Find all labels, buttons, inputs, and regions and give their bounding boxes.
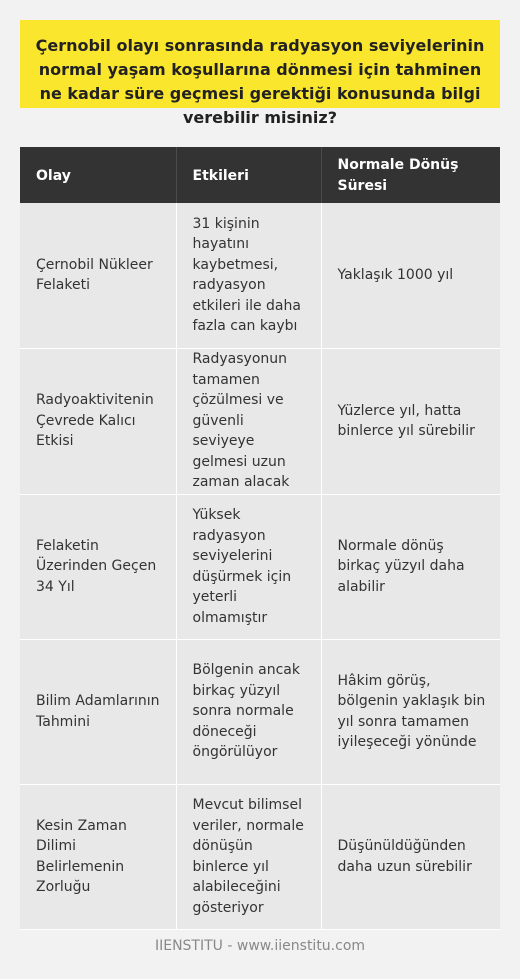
- cell-etkileri: Mevcut bilimsel veriler, normale dönüşün binlerce yıl alabileceğini gösteriyor: [176, 784, 321, 929]
- cell-sure: Yüzlerce yıl, hatta binlerce yıl sürebilir: [321, 348, 500, 494]
- table-row: [20, 203, 500, 348]
- cell-sure: Düşünüldüğünden daha uzun sürebilir: [321, 784, 500, 929]
- cell-sure: Yaklaşık 1000 yıl: [321, 203, 500, 348]
- table-row: [20, 348, 500, 494]
- table-row: [20, 639, 500, 784]
- cell-sure: Hâkim görüş, bölgenin yaklaşık bin yıl sonra tamamen iyileşeceği yönünde: [321, 639, 500, 784]
- cell-etkileri: Bölgenin ancak birkaç yüzyıl sonra normale döneceği öngörülüyor: [176, 639, 321, 784]
- table-header-row: [20, 147, 500, 203]
- info-table: [20, 147, 500, 930]
- table-row: [20, 494, 500, 639]
- header-olay: Olay: [20, 147, 176, 203]
- cell-etkileri: 31 kişinin hayatını kaybetmesi, radyasyon etkileri ile daha fazla can kaybı: [176, 203, 321, 348]
- cell-olay: Kesin Zaman Dilimi Belirlemenin Zorluğu: [20, 784, 176, 929]
- cell-olay: Çernobil Nükleer Felaketi: [20, 203, 176, 348]
- question-box: [20, 20, 500, 127]
- question-text: Çernobil olayı sonrasında radyasyon seviyelerinin normal yaşam koşullarına dönmesi için tahminen ne kadar süre geçmesi gerektiği konusunda bilgi verebilir misiniz?: [35, 36, 485, 127]
- footer-brand: IIENSTITU - www.iienstitu.com: [154, 938, 366, 954]
- cell-olay: Radyoaktivitenin Çevrede Kalıcı Etkisi: [20, 348, 176, 494]
- cell-sure: Normale dönüş birkaç yüzyıl daha alabilir: [321, 494, 500, 639]
- header-etkileri: Etkileri: [176, 147, 321, 203]
- cell-olay: Felaketin Üzerinden Geçen 34 Yıl: [20, 494, 176, 639]
- cell-etkileri: Yüksek radyasyon seviyelerini düşürmek için yeterli olmamıştır: [176, 494, 321, 639]
- table-row: [20, 784, 500, 929]
- cell-etkileri: Radyasyonun tamamen çözülmesi ve güvenli seviyeye gelmesi uzun zaman alacak: [176, 348, 321, 494]
- header-normale-donus-suresi: Normale Dönüş Süresi: [321, 147, 500, 203]
- cell-olay: Bilim Adamlarının Tahmini: [20, 639, 176, 784]
